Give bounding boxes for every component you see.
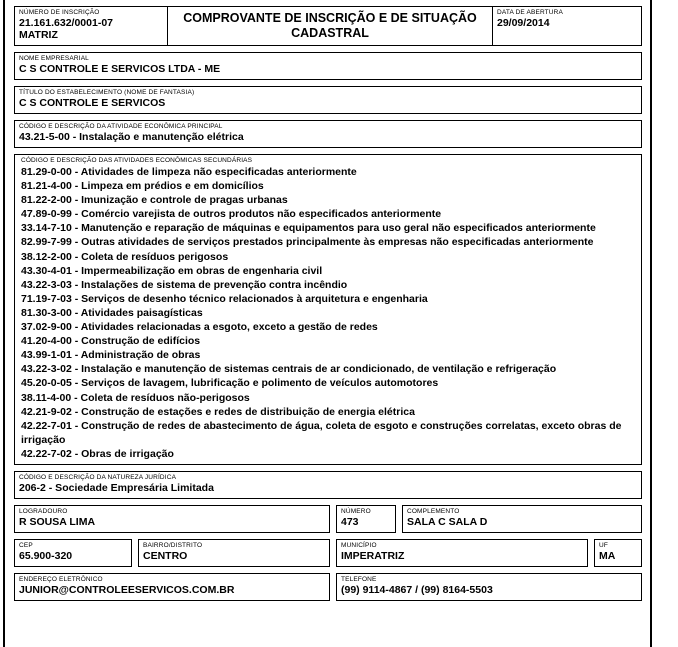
main-activity-label: CÓDIGO E DESCRIÇÃO DA ATIVIDADE ECONÔMICA PRINCIPAL [19, 123, 223, 130]
secondary-activity-item: 43.22-3-03 - Instalações de sistema de prevenção contra incêndio [21, 278, 348, 291]
secondary-activities-label: CÓDIGO E DESCRIÇÃO DAS ATIVIDADES ECONÔMICAS SECUNDÁRIAS [21, 157, 253, 164]
company-name-value: C S CONTROLE E SERVICOS LTDA - ME [19, 63, 221, 75]
secondary-activity-item: 38.12-2-00 - Coleta de resíduos perigosos [21, 250, 229, 263]
page-border-left [3, 0, 5, 647]
city-label: MUNICÍPIO [341, 541, 377, 549]
secondary-activity-item: 42.22-7-02 - Obras de irrigação [21, 447, 174, 460]
state-field [594, 539, 642, 567]
inscription-number-field [15, 7, 168, 45]
secondary-activity-item: 81.21-4-00 - Limpeza em prédios e em domicílios [21, 180, 264, 193]
trade-name-field [14, 86, 642, 114]
trade-name-label: TÍTULO DO ESTABELECIMENTO (NOME DE FANTASIA) [19, 89, 195, 96]
number-field [336, 505, 396, 533]
secondary-activity-item: 42.21-9-02 - Construção de estações e redes de distribuição de energia elétrica [21, 405, 415, 418]
secondary-activity-item: 45.20-0-05 - Serviços de lavagem, lubrificação e polimento de veículos automotores [21, 377, 439, 390]
opening-date-value: 29/09/2014 [497, 17, 550, 29]
secondary-activities-list [21, 165, 637, 461]
main-activity-field [14, 120, 642, 148]
address-street-row [14, 505, 642, 533]
zip-field [14, 539, 132, 567]
secondary-activity-item: 43.22-3-02 - Instalação e manutenção de sistemas centrais de ar condicionado, de ventilação e refrigeração [21, 363, 557, 376]
page-border-right [650, 0, 652, 647]
phone-label: TELEFONE [341, 575, 377, 583]
company-name-label: NOME EMPRESARIAL [19, 55, 89, 62]
document-title-cell [168, 7, 493, 45]
secondary-activity-item: 81.30-3-00 - Atividades paisagísticas [21, 306, 203, 319]
street-field [14, 505, 330, 533]
complement-value: SALA C SALA D [407, 515, 488, 528]
district-label: BAIRRO/DISTRITO [143, 541, 203, 549]
address-locality-row [14, 539, 642, 567]
secondary-activity-item: 41.20-4-00 - Construção de edifícios [21, 335, 201, 348]
number-label: NÚMERO [341, 507, 371, 515]
email-value: JUNIOR@CONTROLEESERVICOS.COM.BR [19, 583, 235, 596]
opening-date-label: DATA DE ABERTURA [497, 9, 563, 16]
secondary-activity-item: 38.11-4-00 - Coleta de resíduos não-perigosos [21, 391, 250, 404]
company-name-field [14, 52, 642, 80]
secondary-activity-item: 42.22-7-01 - Construção de redes de abastecimento de água, coleta de esgoto e construções correlatas, exceto obras de irrigação [21, 419, 622, 446]
secondary-activity-item: 47.89-0-99 - Comércio varejista de outros produtos não especificados anteriormente [21, 208, 442, 221]
secondary-activity-item: 81.22-2-00 - Imunização e controle de pragas urbanas [21, 194, 288, 207]
city-field [336, 539, 588, 567]
inscription-number-value: 21.161.632/0001-07 [19, 17, 114, 29]
secondary-activity-item: 81.29-0-00 - Atividades de limpeza não especificadas anteriormente [21, 166, 357, 178]
secondary-activities-field [14, 154, 642, 465]
complement-label: COMPLEMENTO [407, 507, 460, 515]
secondary-activity-item: 33.14-7-10 - Manutenção e reparação de máquinas e equipamentos para uso geral não especificados anteriormente [21, 222, 596, 235]
street-value: R SOUSA LIMA [19, 515, 96, 528]
opening-date-field [493, 7, 641, 45]
secondary-activity-item: 43.99-1-01 - Administração de obras [21, 349, 201, 362]
phone-field [336, 573, 642, 601]
certificate-header [14, 6, 642, 46]
legal-nature-value: 206-2 - Sociedade Empresária Limitada [19, 481, 214, 494]
phone-value: (99) 9114-4867 / (99) 8164-5503 [341, 583, 493, 596]
main-activity-value: 43.21-5-00 - Instalação e manutenção elétrica [19, 131, 244, 143]
secondary-activity-item: 37.02-9-00 - Atividades relacionadas a esgoto, exceto a gestão de redes [21, 321, 378, 334]
state-label: UF [599, 541, 608, 549]
inscription-type-value: MATRIZ [19, 29, 58, 41]
secondary-activity-item: 82.99-7-99 - Outras atividades de serviços prestados principalmente às empresas não especificadas anteriormente [21, 236, 594, 249]
zip-value: 65.900-320 [19, 549, 73, 562]
legal-nature-label: CÓDIGO E DESCRIÇÃO DA NATUREZA JURÍDICA [19, 473, 177, 481]
email-field [14, 573, 330, 601]
legal-nature-field [14, 471, 642, 499]
trade-name-value: C S CONTROLE E SERVICOS [19, 97, 166, 109]
page-title: COMPROVANTE DE INSCRIÇÃO E DE SITUAÇÃO CADASTRAL [183, 11, 477, 40]
inscription-number-label: NÚMERO DE INSCRIÇÃO [19, 9, 100, 16]
contact-row [14, 573, 642, 601]
secondary-activity-item: 43.30-4-01 - Impermeabilização em obras de engenharia civil [21, 264, 323, 277]
zip-label: CEP [19, 541, 33, 549]
secondary-activity-item: 71.19-7-03 - Serviços de desenho técnico relacionados à arquitetura e engenharia [21, 292, 428, 305]
complement-field [402, 505, 642, 533]
street-label: LOGRADOURO [19, 507, 68, 515]
state-value: MA [599, 549, 616, 562]
city-value: IMPERATRIZ [341, 549, 405, 562]
cnpj-certificate-sheet [14, 6, 642, 601]
email-label: ENDEREÇO ELETRÔNICO [19, 575, 103, 583]
number-value: 473 [341, 515, 359, 528]
district-field [138, 539, 330, 567]
district-value: CENTRO [143, 549, 188, 562]
